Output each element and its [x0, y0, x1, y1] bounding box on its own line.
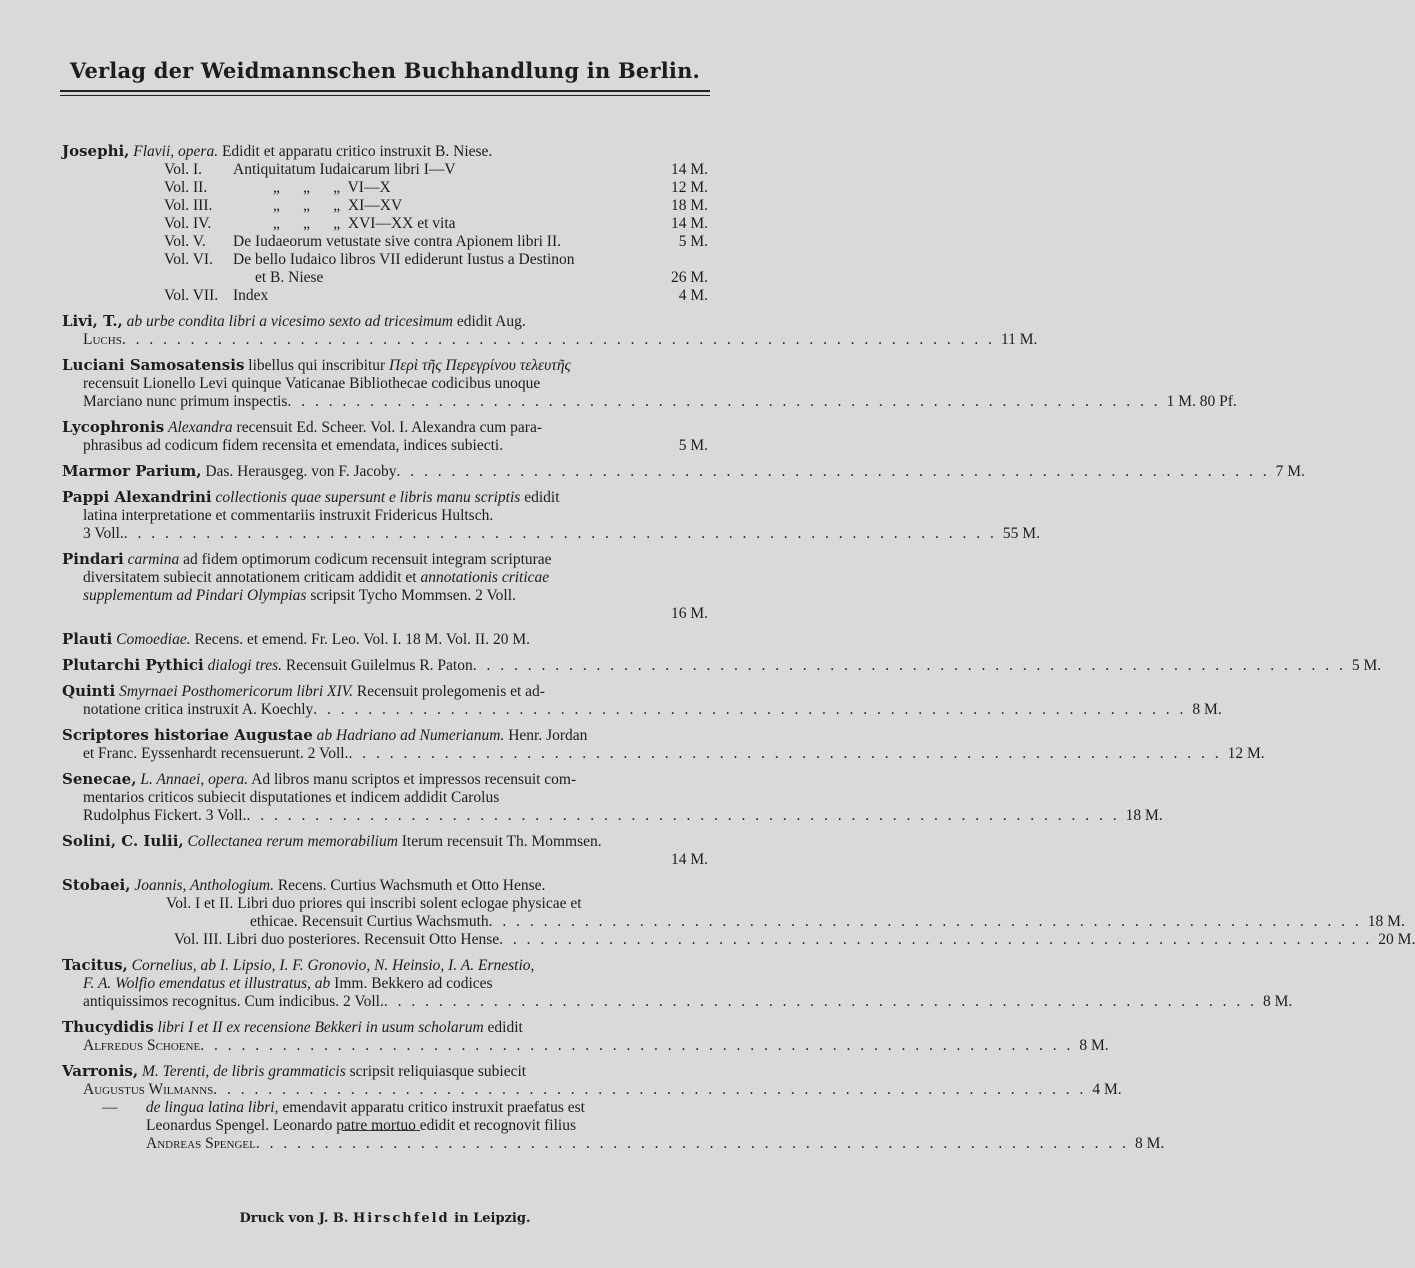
volume-row	[62, 233, 708, 251]
entry-name: Pappi Alexandrini	[62, 488, 212, 506]
entry-name: Luciani Samosatensis	[62, 356, 245, 374]
entry-description: Imm. Bekkero ad codices	[334, 975, 493, 992]
leader-dots	[124, 525, 997, 543]
volume-price: 26 M.	[670, 269, 708, 286]
entry-name: Lycophronis	[62, 418, 165, 436]
entry-continuation	[62, 701, 1222, 719]
entry-tacitus	[62, 956, 1293, 1011]
entry-text: Marciano nunc primum inspectis	[83, 393, 288, 410]
entry-price: 14 M.	[670, 851, 708, 868]
leader-dots	[200, 1037, 1073, 1055]
entry-plutarchi	[62, 656, 1382, 675]
volume-row	[62, 269, 708, 287]
entry-price: 5 M.	[1351, 657, 1382, 674]
entry-price: 18 M.	[1125, 807, 1163, 824]
imprint-prefix: Druck von J. B.	[239, 1211, 349, 1226]
entry-title: ab urbe condita libri a vicesimo sexto ad tricesimum	[126, 313, 453, 330]
entry-title: Collectanea rerum memorabilium	[187, 833, 398, 850]
entry-name: Stobaei,	[62, 876, 131, 894]
entry-title: Alexandra	[168, 419, 233, 436]
entry-price: 8 M.	[1192, 701, 1222, 718]
entry-price: 55 M.	[1002, 525, 1040, 542]
volume-text: „ „ „ VI—X	[273, 179, 391, 196]
entry-price: 11 M.	[1000, 331, 1038, 348]
volume-label: Vol. VI.	[164, 251, 213, 268]
entry-title: ab Hadriano ad Numerianum.	[316, 727, 505, 744]
entry-text: phrasibus ad codicum fidem recensita et emendata, indices subiecti.	[83, 437, 504, 454]
entry-title: Flavii, opera.	[133, 143, 219, 160]
entry-title: M. Terenti, de libris grammaticis	[141, 1063, 346, 1080]
entry-marmor	[62, 462, 1305, 481]
leader-dots	[313, 701, 1186, 719]
volume-label: Vol. III.	[174, 931, 223, 948]
volume-text: Libri duo posteriores. Recensuit Otto Hense	[226, 931, 500, 948]
entry-description: Iterum recensuit Th. Mommsen.	[401, 833, 602, 850]
leader-dots	[397, 463, 1270, 481]
entry-editor: Luchs	[83, 331, 122, 348]
entry-description: Recensuit Guilelmus R. Paton	[285, 657, 473, 674]
entry-title: de lingua latina libri,	[145, 1099, 279, 1116]
entry-lycophronis	[62, 418, 708, 455]
entry-luciani	[62, 356, 1237, 411]
entry-continuation: scripsit Tycho Mommsen. 2 Voll.	[310, 587, 516, 604]
volume-text: De bello Iudaico libros VII ediderunt Iustus a Destinon	[233, 251, 575, 268]
entry-price: 5 M.	[678, 437, 708, 454]
entry-name: Josephi,	[62, 142, 130, 160]
entry-continuation: Leonardus Spengel. Leonardo patre mortuo edidit et recognovit filius	[146, 1117, 577, 1134]
entry-description: emendavit apparatu critico instruxit praefatus est	[282, 1099, 585, 1116]
entry-text: notatione critica instruxit A. Koechly	[83, 701, 314, 718]
end-rule	[342, 1130, 420, 1131]
entry-price: 8 M.	[1079, 1037, 1109, 1054]
entry-title: collectionis quae supersunt e libris manu scriptis	[215, 489, 521, 506]
volume-row	[62, 179, 708, 197]
entry-plauti	[62, 630, 708, 649]
volume-text: ethicae. Recensuit Curtius Wachsmuth	[250, 913, 489, 930]
entry-description: edidit	[524, 489, 560, 506]
entry-title-part: supplementum ad Pindari Olympias	[83, 587, 307, 604]
leader-dots	[256, 1135, 1129, 1153]
volume-label: Vol. V.	[164, 233, 206, 250]
entry-description: edidit Aug.	[456, 313, 526, 330]
entry-description: Recens. Curtius Wachsmuth et Otto Hense.	[277, 877, 546, 894]
page-header: Verlag der Weidmannschen Buchhandlung in Berlin.	[69, 58, 701, 83]
imprint-printer: Hirschfeld	[352, 1211, 450, 1226]
volume-price: 12 M.	[670, 179, 708, 196]
volume-label: Vol. I et II.	[166, 895, 234, 912]
leader-dots	[246, 807, 1119, 825]
entry-name: Marmor Parium,	[62, 462, 202, 480]
entry-editor: Alfredus Schoene	[83, 1037, 201, 1054]
header-rule-thin	[60, 95, 710, 96]
entry-continuation	[62, 331, 1038, 349]
volume-label: Vol. IV.	[164, 215, 212, 232]
entry-josephi	[62, 142, 708, 305]
entry-description: Ad libros manu scriptos et impressos recensuit com-	[251, 771, 577, 788]
entry-pindari	[62, 550, 708, 623]
entry-title: Comoediae.	[116, 631, 191, 648]
volume-text: Antiquitatum Iudaicarum libri I—V	[233, 161, 456, 178]
entry-price: 1 M. 80 Pf.	[1166, 393, 1237, 410]
entry-price: 4 M.	[1092, 1081, 1122, 1098]
entry-continuation	[62, 993, 1293, 1011]
entry-title-part: annotationis criticae	[420, 569, 550, 586]
entry-title: libri I et II ex recensione Bekkeri in usum scholarum	[157, 1019, 484, 1036]
entry-name: Plauti	[62, 630, 113, 648]
entry-continuation	[62, 1135, 1165, 1153]
entry-description: Recens. et emend. Fr. Leo. Vol. I. 18 M. Vol. II. 20 M.	[194, 631, 530, 648]
volume-row	[62, 197, 708, 215]
entry-title: dialogi tres.	[207, 657, 282, 674]
volume-price: 20 M.	[1378, 931, 1415, 948]
volume-price: 14 M.	[670, 215, 708, 232]
volume-text: „ „ „ XVI—XX et vita	[273, 215, 456, 232]
entry-stobaei	[62, 876, 1415, 949]
entry-varronis	[62, 1062, 1165, 1153]
entry-continuation: diversitatem subiecit annotationem criticam addidit et	[83, 569, 417, 586]
entry-title: L. Annaei, opera.	[140, 771, 249, 788]
entry-description: Das. Herausgeg. von F. Jacoby	[205, 463, 397, 480]
entry-continuation	[62, 525, 1040, 543]
entry-name: Solini, C. Iulii,	[62, 832, 184, 850]
volume-row	[62, 287, 708, 305]
volume-price: 4 M.	[678, 287, 708, 304]
entry-continuation: mentarios criticos subiecit disputationes et indicem addidit Carolus	[83, 789, 500, 806]
entry-description: recensuit Ed. Scheer. Vol. I. Alexandra cum para-	[236, 419, 542, 436]
entry-greek-title: Περὶ τῆς Περεγρίνου τελευτῆς	[389, 357, 571, 374]
volume-label: Vol. I.	[164, 161, 203, 178]
entry-name: Livi, T.,	[62, 312, 123, 330]
entry-continuation: recensuit Lionello Levi quinque Vaticanae Bibliothecae codicibus unoque	[83, 375, 541, 392]
volume-price: 5 M.	[678, 233, 708, 250]
volume-price: 14 M.	[670, 161, 708, 178]
entry-continuation	[62, 807, 1163, 825]
entry-title: Smyrnaei Posthomericorum libri XIV.	[119, 683, 353, 700]
entry-text: et Franc. Eyssenhardt recensuerunt. 2 Voll.	[83, 745, 349, 762]
entry-continuation	[62, 745, 1265, 763]
entry-continuation	[62, 393, 1237, 411]
entry-continuation	[62, 1037, 1109, 1055]
entry-text: 3 Voll.	[83, 525, 124, 542]
volume-label: Vol. III.	[164, 197, 213, 214]
volume-text: „ „ „ XI—XV	[273, 197, 403, 214]
entry-description: Edidit et apparatu critico instruxit B. Niese.	[221, 143, 493, 160]
entry-price: 8 M.	[1134, 1135, 1165, 1152]
entry-continuation	[62, 437, 708, 455]
entry-title: Joannis, Anthologium.	[134, 877, 274, 894]
leader-dots	[122, 331, 995, 349]
leader-dots	[489, 913, 1362, 931]
entry-editor: Andreas Spengel	[146, 1135, 256, 1152]
entry-text: Rudolphus Fickert. 3 Voll.	[83, 807, 247, 824]
entry-price: 7 M.	[1275, 463, 1305, 480]
volume-text: et B. Niese	[255, 269, 324, 286]
entry-name: Thucydidis	[62, 1018, 154, 1036]
entry-name: Scriptores historiae Augustae	[62, 726, 313, 744]
volume-text: Libri duo priores qui inscribi solent eclogae physicae et	[237, 895, 582, 912]
volume-label: Vol. VII.	[164, 287, 219, 304]
entry-title: carmina	[127, 551, 180, 568]
leader-dots	[499, 931, 1372, 949]
header-rule	[60, 90, 710, 92]
printer-imprint	[0, 1211, 770, 1226]
entry-editor: Augustus Wilmanns	[83, 1081, 214, 1098]
entry-text: antiquissimos recognitus. Cum indicibus. 2 Voll.	[83, 993, 384, 1010]
entry-price: 12 M.	[1227, 745, 1265, 762]
entry-price: 8 M.	[1262, 993, 1293, 1010]
entry-description: ad fidem optimorum codicum recensuit integram scripturae	[183, 551, 552, 568]
volume-row	[62, 251, 708, 269]
leader-dots	[348, 745, 1221, 763]
catalog-entries	[62, 142, 1415, 1160]
volume-price: 18 M.	[1367, 913, 1405, 930]
entry-pappi	[62, 488, 1040, 543]
volume-text: Index	[233, 287, 269, 304]
entry-thucydidis	[62, 1018, 1109, 1055]
entry-quinti	[62, 682, 1222, 719]
entry-description: edidit	[487, 1019, 523, 1036]
leader-dots	[213, 1081, 1086, 1099]
imprint-suffix: in Leipzig.	[454, 1211, 531, 1226]
volume-label: Vol. II.	[164, 179, 208, 196]
entry-description: libellus qui inscribitur	[248, 357, 386, 374]
volume-row	[62, 913, 1405, 931]
leader-dots	[384, 993, 1257, 1011]
entry-description: Henr. Jordan	[508, 727, 588, 744]
volume-row	[62, 215, 708, 233]
entry-description: Recensuit prolegomenis et ad-	[356, 683, 545, 700]
entry-title: F. A. Wolfio emendatus et illustratus, ab	[83, 975, 331, 992]
entry-description: scripsit reliquiasque subiecit	[349, 1063, 527, 1080]
volume-row	[62, 161, 708, 179]
leader-dots	[473, 657, 1346, 675]
entry-name: Varronis,	[62, 1062, 139, 1080]
volume-row	[62, 931, 1415, 949]
leader-dots	[287, 393, 1160, 411]
entry-solini	[62, 832, 708, 869]
entry-livi	[62, 312, 1038, 349]
entry-title: Cornelius, ab I. Lipsio, I. F. Gronovio, N. Heinsio, I. A. Ernestio,	[131, 957, 535, 974]
entry-senecae	[62, 770, 1163, 825]
ditto-dash: —	[102, 1099, 118, 1116]
entry-scriptores	[62, 726, 1265, 763]
entry-name: Tacitus,	[62, 956, 128, 974]
entry-name: Senecae,	[62, 770, 137, 788]
volume-price: 18 M.	[670, 197, 708, 214]
volume-text: De Iudaeorum vetustate sive contra Apionem libri II.	[233, 233, 561, 250]
entry-continuation	[62, 1081, 1122, 1099]
entry-name: Pindari	[62, 550, 124, 568]
entry-price: 16 M.	[670, 605, 708, 622]
entry-continuation: latina interpretatione et commentariis instruxit Fridericus Hultsch.	[83, 507, 494, 524]
entry-name: Quinti	[62, 682, 116, 700]
entry-name: Plutarchi Pythici	[62, 656, 204, 674]
